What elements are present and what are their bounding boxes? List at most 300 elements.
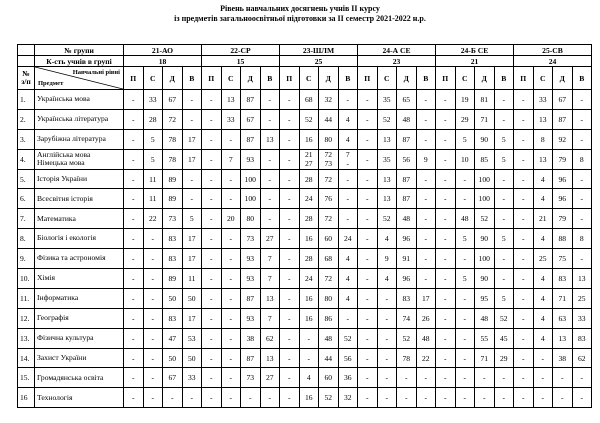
count-label-header: К-сть учнів в групі: [35, 56, 124, 67]
value-cell: -: [377, 308, 397, 328]
value-cell: 48: [397, 209, 417, 229]
value-cell: 28: [299, 209, 319, 229]
value-cell: 50: [163, 348, 183, 368]
value-cell: -: [124, 288, 144, 308]
value-cell: 17: [416, 288, 436, 308]
level-letter: С: [221, 67, 241, 90]
value-cell: -: [514, 288, 534, 308]
value-cell: -: [358, 269, 378, 289]
subject-name: Інформатика: [35, 288, 124, 308]
value-cell: -: [182, 109, 202, 129]
value-cell: 32: [319, 90, 339, 110]
value-cell: -: [416, 269, 436, 289]
value-cell: 33: [143, 90, 163, 110]
value-cell: 17: [182, 229, 202, 249]
level-letter: С: [533, 67, 553, 90]
group-name: 24-Б СЕ: [436, 45, 514, 56]
value-cell: 11: [143, 169, 163, 189]
value-cell: 52: [377, 109, 397, 129]
group-name: 23-ШЛМ: [280, 45, 358, 56]
level-letter: Д: [397, 67, 417, 90]
value-cell: 93: [241, 269, 261, 289]
value-cell: -: [280, 169, 300, 189]
value-cell: -: [475, 388, 495, 408]
value-cell: -: [143, 348, 163, 368]
value-cell: 73: [241, 368, 261, 388]
value-part: 21: [304, 150, 313, 160]
row-number: 2.: [18, 109, 35, 129]
value-cell: -: [280, 249, 300, 269]
value-cell: 5: [494, 149, 514, 169]
subject-name: Зарубіжна література: [35, 129, 124, 149]
value-cell: -: [202, 209, 222, 229]
value-cell: -: [202, 229, 222, 249]
value-cell: -: [436, 169, 456, 189]
value-cell: 60: [319, 368, 339, 388]
value-cell: 28: [143, 109, 163, 129]
value-cell: 71: [475, 109, 495, 129]
value-cell: -: [533, 348, 553, 368]
value-cell: 4: [533, 308, 553, 328]
subject-name: Громадянська освіта: [35, 368, 124, 388]
value-cell: 7: [260, 308, 280, 328]
value-cell: 56: [397, 149, 417, 169]
row-number: 6.: [18, 189, 35, 209]
value-cell: -: [143, 388, 163, 408]
value-cell: -: [436, 249, 456, 269]
value-cell: -: [143, 308, 163, 328]
row-number: 12.: [18, 308, 35, 328]
level-letter: В: [416, 67, 436, 90]
value-cell: -: [143, 269, 163, 289]
value-cell: -: [202, 189, 222, 209]
value-cell: -: [124, 368, 144, 388]
value-cell: -: [124, 129, 144, 149]
value-cell: 67: [163, 368, 183, 388]
value-cell: -: [436, 269, 456, 289]
value-cell: 17: [182, 249, 202, 269]
value-cell: 90: [475, 229, 495, 249]
value-cell: 48: [416, 328, 436, 348]
value-cell: 96: [553, 189, 573, 209]
value-cell: 65: [397, 90, 417, 110]
value-cell: 4: [533, 229, 553, 249]
value-cell: -: [494, 388, 514, 408]
value-part: 72: [324, 150, 333, 160]
group-count: 15: [202, 56, 280, 67]
value-cell: 50: [182, 348, 202, 368]
value-cell: -: [455, 348, 475, 368]
value-cell: 60: [319, 229, 339, 249]
value-cell: 4: [377, 269, 397, 289]
value-cell: -: [280, 308, 300, 328]
value-cell: -: [202, 368, 222, 388]
row-number: 4.: [18, 149, 35, 169]
title-line-1: Рівень навчальних досягнень учнів II курсу: [220, 4, 380, 13]
value-cell: -: [494, 209, 514, 229]
value-cell: -: [221, 328, 241, 348]
table-row: [18, 308, 592, 328]
value-cell: -: [514, 269, 534, 289]
value-cell: 13: [260, 288, 280, 308]
value-cell: 68: [299, 90, 319, 110]
row-number: 9.: [18, 249, 35, 269]
value-cell: 13: [553, 328, 573, 348]
value-cell: -: [202, 149, 222, 169]
value-cell: 90: [475, 129, 495, 149]
level-letter: С: [455, 67, 475, 90]
value-cell: 10: [455, 149, 475, 169]
level-letter: П: [514, 67, 534, 90]
value-part: 73: [324, 159, 333, 169]
value-cell: -: [143, 229, 163, 249]
value-cell: -: [514, 328, 534, 348]
value-cell: -: [143, 249, 163, 269]
value-cell: [299, 149, 319, 169]
value-cell: -: [358, 288, 378, 308]
value-cell: -: [260, 189, 280, 209]
value-cell: -: [514, 209, 534, 229]
value-cell: 79: [553, 149, 573, 169]
levels-label: Навчальні рівні: [72, 69, 120, 76]
value-cell: -: [221, 129, 241, 149]
value-cell: -: [455, 288, 475, 308]
value-cell: -: [280, 348, 300, 368]
value-cell: 35: [377, 90, 397, 110]
value-cell: -: [494, 368, 514, 388]
level-letter: П: [358, 67, 378, 90]
value-cell: -: [182, 90, 202, 110]
title-line-2: із предметів загальноосвітньої підготовки за II семестр 2021-2022 н.р.: [174, 14, 426, 23]
subject-name: Фізична культура: [35, 328, 124, 348]
group-count: 21: [436, 56, 514, 67]
value-cell: 11: [182, 269, 202, 289]
value-cell: 52: [475, 209, 495, 229]
subject-name: Фізика та астрономія: [35, 249, 124, 269]
value-cell: -: [397, 368, 417, 388]
value-cell: -: [455, 249, 475, 269]
value-cell: 32: [338, 388, 358, 408]
table-row: [18, 288, 592, 308]
table-row: [18, 348, 592, 368]
value-cell: -: [572, 169, 592, 189]
value-cell: 4: [533, 288, 553, 308]
value-cell: -: [436, 129, 456, 149]
value-cell: -: [182, 388, 202, 408]
value-cell: 71: [475, 348, 495, 368]
value-cell: -: [241, 388, 261, 408]
subject-name: Хімія: [35, 269, 124, 289]
value-cell: -: [202, 109, 222, 129]
value-cell: -: [553, 368, 573, 388]
subject-name: Українська мова: [35, 90, 124, 110]
value-cell: [319, 149, 339, 169]
value-cell: 4: [338, 269, 358, 289]
level-letter: Д: [319, 67, 339, 90]
row-number: 10.: [18, 269, 35, 289]
value-cell: 48: [397, 109, 417, 129]
level-letter: В: [494, 67, 514, 90]
value-cell: -: [416, 229, 436, 249]
value-cell: 44: [319, 348, 339, 368]
value-cell: -: [514, 229, 534, 249]
value-cell: -: [124, 90, 144, 110]
value-cell: -: [124, 229, 144, 249]
value-cell: 8: [572, 149, 592, 169]
value-cell: -: [494, 269, 514, 289]
row-number: 14.: [18, 348, 35, 368]
value-cell: -: [514, 388, 534, 408]
value-cell: -: [202, 90, 222, 110]
value-cell: 53: [182, 328, 202, 348]
value-cell: 87: [241, 288, 261, 308]
row-number: 8.: [18, 229, 35, 249]
group-count: 25: [280, 56, 358, 67]
table-row: [18, 109, 592, 129]
value-cell: 91: [397, 249, 417, 269]
value-cell: -: [455, 368, 475, 388]
value-cell: 56: [338, 348, 358, 368]
value-cell: 71: [553, 288, 573, 308]
value-cell: 100: [241, 189, 261, 209]
value-cell: 55: [475, 328, 495, 348]
value-cell: 87: [241, 129, 261, 149]
achievement-table: [17, 44, 592, 408]
value-cell: 4: [338, 288, 358, 308]
value-cell: -: [416, 368, 436, 388]
level-letter: Д: [163, 67, 183, 90]
value-cell: 76: [319, 189, 339, 209]
value-cell: 4: [533, 269, 553, 289]
value-cell: 83: [163, 249, 183, 269]
value-cell: -: [124, 388, 144, 408]
value-cell: 13: [260, 129, 280, 149]
value-cell: 85: [475, 149, 495, 169]
value-cell: 87: [397, 189, 417, 209]
value-cell: 96: [397, 269, 417, 289]
value-cell: 83: [553, 269, 573, 289]
value-cell: 87: [397, 169, 417, 189]
value-cell: -: [436, 348, 456, 368]
value-cell: 80: [241, 209, 261, 229]
value-cell: 24: [299, 269, 319, 289]
value-cell: 100: [241, 169, 261, 189]
level-letter: В: [338, 67, 358, 90]
group-count: 23: [358, 56, 436, 67]
value-cell: 26: [416, 308, 436, 328]
value-cell: -: [475, 368, 495, 388]
value-cell: -: [494, 189, 514, 209]
value-cell: 75: [553, 249, 573, 269]
value-cell: -: [494, 109, 514, 129]
value-cell: -: [416, 169, 436, 189]
table-row: [18, 229, 592, 249]
row-number: 3.: [18, 129, 35, 149]
value-cell: 20: [221, 209, 241, 229]
value-cell: 96: [553, 169, 573, 189]
value-cell: 21: [533, 209, 553, 229]
value-cell: 52: [397, 328, 417, 348]
level-letter: С: [299, 67, 319, 90]
value-cell: -: [436, 388, 456, 408]
value-cell: -: [338, 189, 358, 209]
value-cell: -: [124, 328, 144, 348]
value-cell: -: [260, 149, 280, 169]
value-cell: 89: [163, 269, 183, 289]
value-cell: 8: [533, 129, 553, 149]
value-cell: -: [202, 308, 222, 328]
table-row: [18, 249, 592, 269]
group-count: 18: [124, 56, 202, 67]
value-cell: -: [572, 109, 592, 129]
value-cell: -: [416, 90, 436, 110]
value-cell: 17: [182, 149, 202, 169]
value-cell: -: [358, 308, 378, 328]
value-cell: -: [338, 90, 358, 110]
value-cell: 89: [163, 169, 183, 189]
value-cell: 9: [377, 249, 397, 269]
value-cell: -: [358, 249, 378, 269]
value-cell: 28: [299, 249, 319, 269]
value-cell: 45: [494, 328, 514, 348]
value-cell: 27: [260, 368, 280, 388]
value-cell: -: [436, 209, 456, 229]
value-cell: 5: [455, 129, 475, 149]
value-cell: 48: [319, 328, 339, 348]
value-cell: -: [514, 348, 534, 368]
value-cell: -: [221, 269, 241, 289]
value-cell: -: [143, 368, 163, 388]
value-cell: -: [299, 328, 319, 348]
value-cell: 67: [241, 109, 261, 129]
value-cell: 5: [182, 209, 202, 229]
value-cell: 93: [241, 249, 261, 269]
group-name: 21-АО: [124, 45, 202, 56]
value-cell: -: [221, 288, 241, 308]
value-cell: -: [416, 249, 436, 269]
value-cell: -: [299, 348, 319, 368]
level-letter: В: [572, 67, 592, 90]
value-cell: 80: [319, 288, 339, 308]
value-cell: 16: [299, 388, 319, 408]
value-cell: 4: [533, 189, 553, 209]
value-cell: -: [124, 169, 144, 189]
value-cell: -: [124, 209, 144, 229]
value-cell: -: [358, 129, 378, 149]
value-cell: 100: [475, 249, 495, 269]
value-cell: 62: [260, 328, 280, 348]
value-cell: -: [455, 308, 475, 328]
value-cell: 67: [163, 90, 183, 110]
value-cell: 29: [494, 348, 514, 368]
value-cell: 4: [377, 229, 397, 249]
value-cell: 52: [319, 388, 339, 408]
level-letter: В: [260, 67, 280, 90]
value-cell: -: [221, 249, 241, 269]
value-cell: -: [514, 149, 534, 169]
value-cell: 89: [163, 189, 183, 209]
value-cell: 38: [241, 328, 261, 348]
value-cell: 24: [338, 229, 358, 249]
level-letter: П: [202, 67, 222, 90]
value-cell: -: [436, 328, 456, 348]
value-cell: 16: [299, 229, 319, 249]
value-cell: -: [416, 109, 436, 129]
row-number: 7.: [18, 209, 35, 229]
table-row: [18, 328, 592, 348]
value-cell: 29: [455, 109, 475, 129]
value-cell: 13: [221, 90, 241, 110]
value-cell: 13: [533, 149, 553, 169]
row-number: 11.: [18, 288, 35, 308]
value-cell: -: [260, 209, 280, 229]
value-cell: 78: [163, 129, 183, 149]
row-number: 13.: [18, 328, 35, 348]
value-cell: 7: [260, 249, 280, 269]
value-cell: -: [416, 209, 436, 229]
value-cell: -: [221, 348, 241, 368]
value-cell: -: [514, 189, 534, 209]
value-cell: 52: [494, 308, 514, 328]
row-number: 16: [18, 388, 35, 408]
value-cell: -: [202, 129, 222, 149]
value-cell: 63: [553, 308, 573, 328]
value-cell: 73: [241, 229, 261, 249]
value-cell: 5: [455, 229, 475, 249]
value-cell: -: [143, 288, 163, 308]
value-cell: 62: [572, 348, 592, 368]
value-cell: 5: [494, 129, 514, 149]
value-cell: 83: [163, 308, 183, 328]
value-cell: -: [377, 328, 397, 348]
value-cell: -: [514, 249, 534, 269]
group-label-header: № групи: [35, 45, 124, 56]
value-cell: -: [514, 109, 534, 129]
value-cell: 16: [299, 308, 319, 328]
value-cell: 68: [319, 249, 339, 269]
value-cell: 50: [182, 288, 202, 308]
value-cell: -: [436, 189, 456, 209]
value-cell: 5: [455, 269, 475, 289]
level-letter: П: [436, 67, 456, 90]
table-row: [18, 209, 592, 229]
value-cell: 36: [338, 368, 358, 388]
value-cell: 72: [319, 269, 339, 289]
value-cell: -: [553, 388, 573, 408]
value-part: -: [346, 159, 350, 169]
value-cell: -: [358, 368, 378, 388]
value-cell: 87: [397, 129, 417, 149]
subject-level-header: [35, 67, 124, 90]
group-count: 24: [514, 56, 592, 67]
value-cell: -: [143, 328, 163, 348]
value-cell: -: [533, 388, 553, 408]
value-cell: -: [280, 288, 300, 308]
value-cell: -: [280, 149, 300, 169]
level-letter: С: [377, 67, 397, 90]
value-cell: 52: [299, 109, 319, 129]
value-cell: -: [202, 328, 222, 348]
value-cell: 88: [553, 229, 573, 249]
value-cell: 47: [163, 328, 183, 348]
value-cell: -: [358, 209, 378, 229]
value-cell: -: [494, 249, 514, 269]
value-cell: -: [572, 209, 592, 229]
value-cell: 5: [143, 149, 163, 169]
table-row: [18, 149, 592, 169]
value-cell: -: [221, 308, 241, 328]
value-cell: 19: [455, 90, 475, 110]
